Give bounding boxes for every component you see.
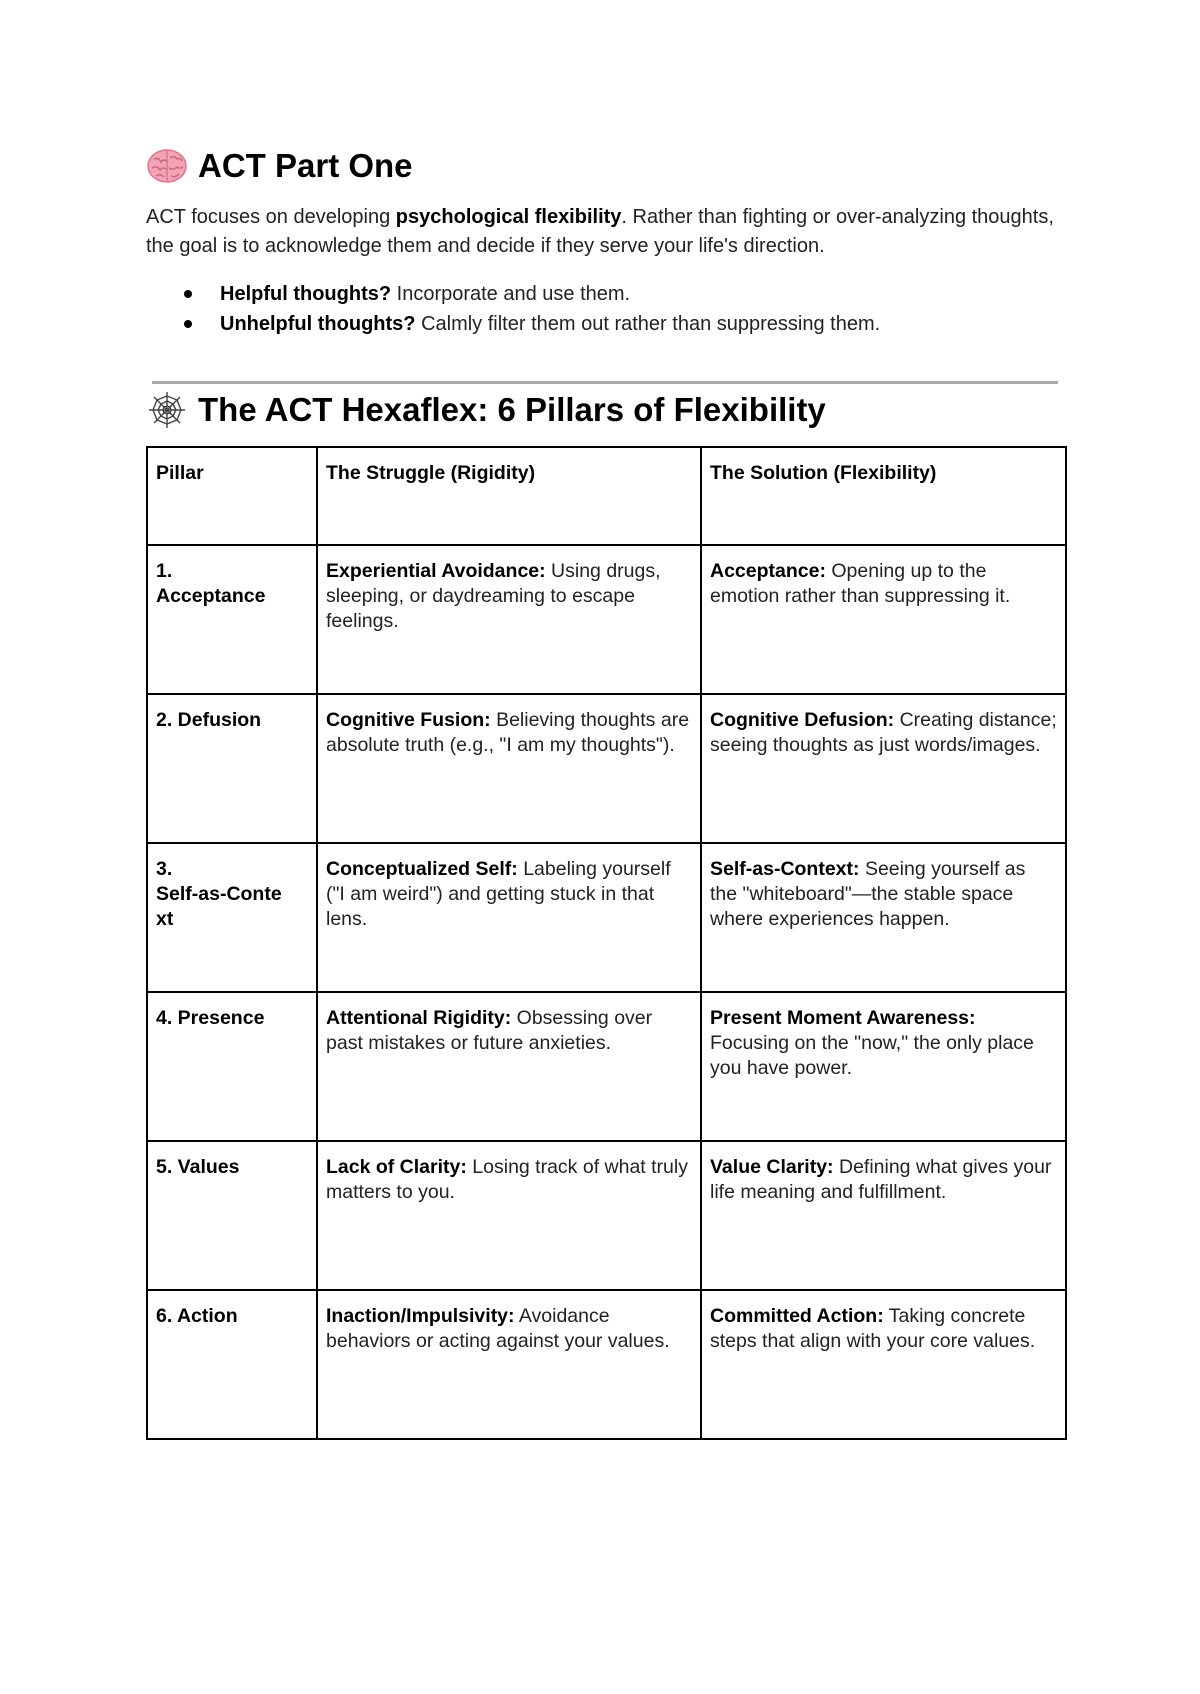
solution-text: Creating distance; seeing thoughts as just words/images. — [710, 709, 1057, 756]
pillar-cell — [147, 545, 317, 694]
solution-cell — [701, 1290, 1066, 1439]
document-page — [146, 140, 1064, 1440]
table-row — [147, 992, 1066, 1141]
table-row — [147, 1290, 1066, 1439]
bullet-text: Calmly filter them out rather than suppressing them. — [415, 313, 881, 335]
pillar-name: 4. Presence — [156, 1007, 265, 1029]
pillar-name: 6. Action — [156, 1305, 238, 1327]
solution-label: Value Clarity: — [710, 1156, 834, 1178]
struggle-text: Losing track of what truly matters to you. — [326, 1156, 688, 1203]
bullet-dot — [184, 290, 192, 298]
bullet-text: Incorporate and use them. — [391, 283, 631, 305]
table-header-row — [147, 447, 1066, 545]
bullet-item-unhelpful — [146, 309, 1064, 339]
struggle-label: Lack of Clarity: — [326, 1156, 467, 1178]
struggle-cell — [317, 1141, 701, 1290]
bullet-bold: Unhelpful thoughts? — [220, 313, 416, 335]
struggle-text: Using drugs, sleeping, or daydreaming to escape feelings. — [326, 560, 661, 632]
struggle-cell — [317, 694, 701, 843]
brain-icon — [146, 146, 188, 186]
pillar-cell — [147, 694, 317, 843]
struggle-cell — [317, 545, 701, 694]
hexaflex-title-text: The ACT Hexaflex: 6 Pillars of Flexibility — [198, 391, 826, 428]
column-header-solution: The Solution (Flexibility) — [701, 447, 1066, 545]
pillar-name: 1. Acceptance — [156, 560, 266, 607]
intro-text-before: ACT focuses on developing — [146, 206, 396, 228]
struggle-cell — [317, 1290, 701, 1439]
table-row — [147, 545, 1066, 694]
pillar-name: 5. Values — [156, 1156, 240, 1178]
solution-text: Focusing on the "now," the only place you have power. — [710, 1032, 1034, 1079]
column-header-struggle: The Struggle (Rigidity) — [317, 447, 701, 545]
solution-cell — [701, 545, 1066, 694]
struggle-text: Avoidance behaviors or acting against your values. — [326, 1305, 670, 1352]
struggle-text: Believing thoughts are absolute truth (e.g., "I am my thoughts"). — [326, 709, 690, 756]
solution-label: Acceptance: — [710, 560, 826, 582]
table-row — [147, 1141, 1066, 1290]
solution-text: Opening up to the emotion rather than suppressing it. — [710, 560, 1011, 607]
solution-cell — [701, 1141, 1066, 1290]
table-row — [147, 694, 1066, 843]
struggle-text: Obsessing over past mistakes or future anxieties. — [326, 1007, 653, 1054]
solution-label: Present Moment Awareness: — [710, 1007, 976, 1029]
struggle-text: Labeling yourself ("I am weird") and getting stuck in that lens. — [326, 858, 671, 930]
pillar-name: 3. Self-as-Conte xt — [156, 858, 282, 930]
pillar-cell — [147, 1290, 317, 1439]
solution-text: Defining what gives your life meaning and fulfillment. — [710, 1156, 1052, 1203]
bullet-item-helpful — [146, 279, 1064, 309]
hexaflex-table — [146, 446, 1067, 1440]
struggle-label: Attentional Rigidity: — [326, 1007, 512, 1029]
struggle-cell — [317, 843, 701, 992]
struggle-cell — [317, 992, 701, 1141]
section-title-part-one — [146, 140, 1064, 192]
pillar-name: 2. Defusion — [156, 709, 262, 731]
struggle-label: Conceptualized Self: — [326, 858, 518, 880]
struggle-label: Cognitive Fusion: — [326, 709, 491, 731]
solution-label: Cognitive Defusion: — [710, 709, 895, 731]
solution-label: Self-as-Context: — [710, 858, 860, 880]
solution-cell — [701, 694, 1066, 843]
intro-paragraph — [146, 203, 1064, 261]
pillar-cell — [147, 1141, 317, 1290]
section-title-hexaflex — [146, 384, 1064, 436]
bullet-list — [146, 279, 1064, 339]
table-row — [147, 843, 1066, 992]
part-one-title-text: ACT Part One — [198, 147, 413, 184]
solution-cell — [701, 992, 1066, 1141]
pillar-cell — [147, 843, 317, 992]
struggle-label: Inaction/Impulsivity: — [326, 1305, 515, 1327]
solution-label: Committed Action: — [710, 1305, 884, 1327]
intro-text-after: . Rather than fighting or over-analyzing thoughts, the goal is to acknowledge them and decide if they serve your life's direction. — [146, 206, 1054, 257]
pillar-cell — [147, 992, 317, 1141]
solution-cell — [701, 843, 1066, 992]
bullet-bold: Helpful thoughts? — [220, 283, 392, 305]
struggle-label: Experiential Avoidance: — [326, 560, 546, 582]
solution-text: Taking concrete steps that align with your core values. — [710, 1305, 1036, 1352]
bullet-dot — [184, 320, 192, 328]
solution-text: Seeing yourself as the "whiteboard"—the stable space where experiences happen. — [710, 858, 1026, 930]
spider-web-icon — [146, 390, 188, 430]
intro-bold-term: psychological flexibility — [395, 206, 622, 228]
column-header-pillar: Pillar — [147, 447, 317, 545]
